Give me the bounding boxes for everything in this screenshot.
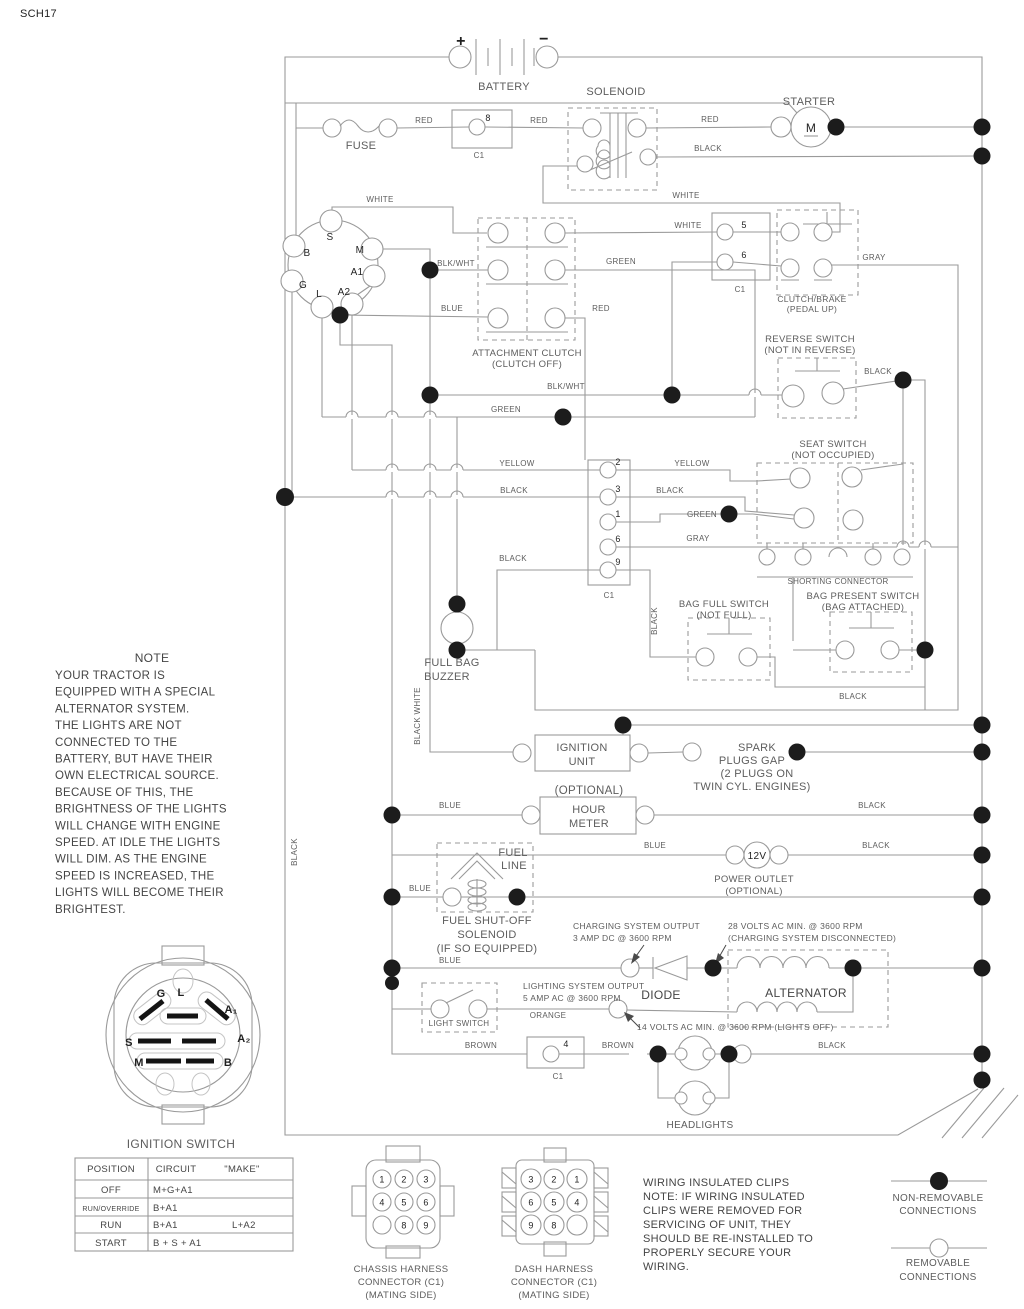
dash-connector-pin-num-5: 5 (551, 1197, 557, 1208)
table-position-0: OFF (101, 1185, 121, 1196)
table-position-3: START (95, 1238, 127, 1249)
dash-connector-pin-blank (567, 1215, 587, 1235)
alternator-label: ALTERNATOR (765, 986, 847, 1000)
wire-ignition-spark (648, 752, 683, 753)
fuel-shutoff-label-2: SOLENOID (457, 929, 517, 941)
reverse-switch-label-2: (NOT IN REVERSE) (764, 345, 856, 356)
volts28-note-1: 28 VOLTS AC MIN. @ 3600 RPM (728, 921, 863, 931)
pin5-num: 5 (741, 220, 747, 230)
wire-c1-solenoid (485, 127, 583, 128)
c1-mid-pin-1 (600, 514, 616, 530)
c1-mid-pin-6 (600, 539, 616, 555)
dash-conn-label-2: CONNECTOR (C1) (510, 1277, 598, 1288)
solenoid-label: SOLENOID (586, 86, 646, 98)
sheet-id: SCH17 (20, 8, 57, 20)
chassis-connector-pin-num-5: 5 (401, 1197, 407, 1208)
volts28-note-2: (CHARGING SYSTEM DISCONNECTED) (728, 933, 897, 943)
non-removable-connection-icon (930, 1172, 948, 1190)
charging-note-1: CHARGING SYSTEM OUTPUT (573, 921, 701, 931)
clutch-brake-label-1: CLUTCH/BRAKE (777, 294, 847, 304)
wire-blue-4: BLUE (643, 841, 667, 850)
dash-conn-label-1: DASH HARNESS (514, 1264, 594, 1275)
fuse-label: FUSE (345, 140, 377, 152)
wire-black-1: BLACK (694, 144, 722, 153)
chassis-connector-pin-num-9: 9 (423, 1220, 429, 1231)
c1-mid-pin-num-2: 2 (615, 457, 621, 467)
removable-connection-icon (930, 1239, 948, 1257)
bag-full-label-1: BAG FULL SWITCH (678, 599, 770, 610)
ignition-switch-schematic (281, 210, 385, 318)
note-line-12: SPEED IS INCREASED, THE (55, 870, 215, 883)
chassis-connector-pin-num-6: 6 (423, 1197, 429, 1208)
seat-switch-label-2: (NOT OCCUPIED) (791, 450, 875, 461)
key-b: B (223, 1057, 233, 1069)
spark-label-4: TWIN CYL. ENGINES) (693, 781, 811, 793)
c1-mid-pin-num-3: 3 (615, 484, 621, 494)
wire-fuse-feed (296, 103, 323, 128)
clutch-brake-label-2: (PEDAL UP) (786, 304, 838, 314)
clips-note-line-4: SHOULD BE RE-INSTALLED TO (643, 1233, 814, 1245)
legend-nonremovable-2: CONNECTIONS (899, 1206, 977, 1217)
c1-mid-label: C1 (603, 591, 615, 600)
ign-term-b: B (303, 248, 311, 259)
bag-present-switch (830, 612, 912, 672)
wire-black-8: BLACK (858, 801, 886, 810)
power-outlet-label-2: (OPTIONAL) (725, 886, 783, 897)
spark-label-1: SPARK (738, 742, 776, 754)
clips-note-line-1: NOTE: IF WIRING INSULATED (643, 1191, 805, 1203)
wire-red-2: RED (530, 116, 548, 125)
ignition-unit-label-1: IGNITION (556, 742, 608, 754)
power-outlet-label-1: POWER OUTLET (714, 874, 794, 885)
wire-yellow-2: YELLOW (674, 459, 710, 468)
full-bag-buzzer-label-1: FULL BAG (424, 657, 480, 669)
chassis-conn-label-2: CONNECTOR (C1) (357, 1277, 445, 1288)
wire-blue-3: BLUE (408, 884, 432, 893)
note-line-8: BRIGHTNESS OF THE LIGHTS (55, 803, 227, 816)
legend-nonremovable-1: NON-REMOVABLE (892, 1193, 984, 1204)
table-make-2: L+A2 (232, 1220, 256, 1231)
wire-black-7: BLACK (839, 692, 867, 701)
headlights (675, 1036, 751, 1115)
clips-note-line-6: WIRING. (643, 1261, 690, 1273)
reverse-switch-label-1: REVERSE SWITCH (765, 334, 855, 345)
hour-meter-label-1: HOUR (572, 804, 606, 816)
c1-mid-pin-num-1: 1 (615, 509, 621, 519)
wire-gray-1: GRAY (862, 253, 886, 262)
wire-black-5: BLACK (499, 554, 527, 563)
table-header-make: "MAKE" (224, 1164, 260, 1175)
fuel-shutoff-label-3: (IF SO EQUIPPED) (436, 943, 538, 955)
battery-plus-sign: + (456, 33, 466, 50)
pin8-num: 8 (485, 113, 491, 123)
wire-fuse-c1 (397, 127, 469, 128)
ign-term-m: M (355, 245, 365, 256)
ign-term-s: S (326, 232, 334, 243)
wire-red-1: RED (415, 116, 433, 125)
ign-term-a1: A1 (350, 267, 364, 278)
wire-brown-2: BROWN (601, 1041, 635, 1050)
wire-black-3: BLACK (500, 486, 528, 495)
c1-mid-pin-9 (600, 562, 616, 578)
chassis-conn-label-3: (MATING SIDE) (365, 1290, 437, 1301)
dash-connector-pin-num-4: 4 (574, 1197, 580, 1208)
note-line-4: CONNECTED TO THE (55, 736, 178, 749)
wire-blue-clutch (340, 315, 488, 317)
starter-label: STARTER (782, 96, 836, 108)
table-circuit-0: M+G+A1 (153, 1185, 193, 1196)
note-line-3: THE LIGHTS ARE NOT (55, 720, 182, 733)
solenoid-terminal-out (628, 119, 646, 137)
diode-label: DIODE (641, 988, 681, 1002)
wire-white-3: WHITE (674, 221, 702, 230)
note-line-0: YOUR TRACTOR IS (55, 670, 166, 682)
fuel-shutoff-label-1: FUEL SHUT-OFF (442, 915, 532, 927)
spark-plug-terminal (683, 743, 701, 761)
key-m: M (134, 1057, 144, 1069)
wire-white-s (332, 207, 487, 233)
chassis-connector-pin-num-3: 3 (423, 1174, 429, 1185)
volts14-note: 14 VOLTS AC MIN. @ 3600 RPM (LIGHTS OFF) (637, 1022, 834, 1032)
headlights-label: HEADLIGHTS (666, 1120, 734, 1131)
note-title: NOTE (134, 651, 170, 665)
key-s: S (125, 1037, 133, 1049)
dash-connector-pin-num-3: 3 (528, 1174, 534, 1185)
reverse-switch (778, 358, 856, 418)
wire-black-pin9-buzzer (465, 570, 600, 650)
note-line-14: BRIGHTEST. (55, 903, 126, 916)
c1-pin8-label: C1 (473, 151, 485, 160)
attachment-clutch-switch (478, 218, 575, 340)
fuse (323, 119, 397, 137)
note-line-9: WILL CHANGE WITH ENGINE (55, 820, 221, 833)
key-l: L (177, 987, 185, 999)
wire-green-3: GREEN (687, 510, 717, 519)
diode (653, 956, 687, 980)
battery-minus-sign: − (539, 31, 549, 48)
bag-full-switch (688, 618, 770, 680)
battery-negative-terminal (536, 46, 558, 68)
wire-green-1: GREEN (606, 257, 636, 266)
chassis-conn-label-1: CHASSIS HARNESS (353, 1264, 449, 1275)
wire-blkwht-2: BLK/WHT (547, 382, 585, 391)
note-line-11: WILL DIM. AS THE ENGINE (55, 853, 207, 866)
table-circuit-3: B + S + A1 (153, 1238, 202, 1249)
dash-connector-pin-num-1: 1 (574, 1174, 580, 1185)
seat-switch-label-1: SEAT SWITCH (799, 439, 867, 450)
charging-note-2: 3 AMP DC @ 3600 RPM (573, 933, 672, 943)
wire-seat-link-right (861, 464, 903, 470)
note-line-7: BECAUSE OF THIS, THE (55, 786, 194, 799)
note-line-6: OWN ELECTRICAL SOURCE. (55, 770, 220, 783)
table-header-circuit: CIRCUIT (155, 1164, 197, 1175)
wire-blackwhite-v: BLACK WHITE (413, 687, 422, 745)
wire-red-3: RED (701, 115, 719, 124)
clips-note-line-5: PROPERLY SECURE YOUR (643, 1247, 792, 1259)
wire-yellow-row-right (616, 470, 791, 481)
hour-meter-label-2: METER (569, 818, 609, 830)
legend-removable-2: CONNECTIONS (899, 1272, 977, 1283)
wire-brown-1: BROWN (464, 1041, 498, 1050)
spark-label-2: PLUGS GAP (718, 755, 786, 767)
c1-pin4-label: C1 (552, 1072, 564, 1081)
ign-term-a2: A2 (337, 287, 351, 298)
table-header-position: POSITION (87, 1164, 135, 1175)
connector-c1-pin8 (452, 110, 512, 148)
connector-pins-layer (373, 462, 616, 1235)
wire-black-v1: BLACK (290, 838, 299, 866)
wire-yellow-1: YELLOW (499, 459, 535, 468)
dash-conn-label-3: (MATING SIDE) (518, 1290, 590, 1301)
note-line-2: ALTERNATOR SYSTEM. (55, 703, 190, 716)
fuel-line-label-1: FUEL (498, 847, 528, 859)
ignition-unit-label-2: UNIT (568, 756, 596, 768)
attachment-clutch-label-2: (CLUTCH OFF) (491, 359, 563, 370)
key-a1: A₁ (224, 1004, 238, 1016)
charging-output-terminal (621, 959, 639, 977)
dash-connector-pin-num-6: 6 (528, 1197, 534, 1208)
wire-black-2: BLACK (864, 367, 892, 376)
clips-note-line-2: CLIPS WERE REMOVED FOR (643, 1205, 803, 1217)
wire-solenoid-starter (646, 127, 771, 128)
dash-connector-pin-num-8: 8 (551, 1220, 557, 1231)
spark-label-3: (2 PLUGS ON (720, 768, 794, 780)
chassis-connector-pin-num-8: 8 (401, 1220, 407, 1231)
wire-blue-5: BLUE (438, 956, 462, 965)
wire-black-4: BLACK (656, 486, 684, 495)
table-position-1: RUN/OVERRIDE (82, 1206, 140, 1213)
power-12v: 12V (747, 851, 767, 862)
dash-connector-pin-num-2: 2 (551, 1174, 557, 1185)
solenoid-terminal-in (583, 119, 601, 137)
wire-ignition-top (623, 725, 982, 735)
battery-label: BATTERY (478, 81, 530, 93)
chassis-connector-pin-num-1: 1 (379, 1174, 385, 1185)
wire-white-2: WHITE (672, 191, 700, 200)
bag-present-label-2: (BAG ATTACHED) (821, 602, 905, 613)
c1-mid-pin-2 (600, 462, 616, 478)
dash-connector-pin-num-9: 9 (528, 1220, 534, 1231)
full-bag-buzzer (441, 612, 473, 644)
bag-present-label-1: BAG PRESENT SWITCH (806, 591, 920, 602)
chassis-connector-pin-num-4: 4 (379, 1197, 385, 1208)
key-a2: A₂ (237, 1033, 251, 1045)
c1-pin56-label: C1 (734, 285, 746, 294)
lighting-note-1: LIGHTING SYSTEM OUTPUT (523, 981, 645, 991)
starter-m: M (805, 121, 817, 135)
fuel-line-label-2: LINE (501, 860, 527, 872)
note-line-1: EQUIPPED WITH A SPECIAL (55, 686, 216, 699)
wire-blue-2: BLUE (438, 801, 462, 810)
wire-orange: ORANGE (529, 1011, 567, 1020)
ignition-switch-label: IGNITION SWITCH (126, 1137, 236, 1151)
note-line-10: SPEED. AT IDLE THE LIGHTS (55, 837, 221, 849)
note-line-13: LIGHTS WILL BECOME THEIR (55, 887, 224, 900)
bag-full-label-2: (NOT FULL) (696, 610, 752, 621)
wire-blkwht-1: BLK/WHT (437, 259, 475, 268)
key-contact-bars (138, 1000, 228, 1061)
wire-reverse-black (843, 380, 903, 389)
table-position-2: RUN (100, 1220, 122, 1231)
starter-motor (771, 107, 831, 147)
pin6-num: 6 (741, 250, 747, 260)
light-switch-label: LIGHT SWITCH (428, 1019, 490, 1028)
legend-removable-1: REMOVABLE (905, 1258, 971, 1269)
lighting-note-2: 5 AMP AC @ 3600 RPM (523, 993, 621, 1003)
table-circuit-1: B+A1 (153, 1203, 178, 1214)
wire-gray-2: GRAY (686, 534, 710, 543)
attachment-clutch-label-1: ATTACHMENT CLUTCH (472, 348, 582, 359)
wire-green-2: GREEN (491, 405, 521, 414)
ign-term-g: G (298, 280, 308, 291)
pin4-num: 4 (563, 1039, 569, 1049)
ground-symbol (942, 1088, 1018, 1138)
wire-pin6-clutchbrake (733, 262, 781, 266)
wire-black-9: BLACK (862, 841, 890, 850)
wire-white-1: WHITE (366, 195, 394, 204)
hour-meter-optional: (OPTIONAL) (554, 785, 624, 797)
clips-note-line-3: SERVICING OF UNIT, THEY (643, 1219, 792, 1231)
wire-lighting-out (627, 1010, 737, 1012)
clips-note-line-0: WIRING INSULATED CLIPS (643, 1177, 790, 1189)
solenoid (568, 108, 657, 190)
wire-black-10: BLACK (818, 1041, 846, 1050)
wire-white-run2 (565, 232, 717, 233)
shorting-connector-label: SHORTING CONNECTOR (787, 577, 889, 586)
full-bag-buzzer-label-2: BUZZER (424, 671, 470, 683)
c1-mid-pin-num-9: 9 (615, 557, 621, 567)
wire-hops (346, 389, 931, 549)
note-line-5: BATTERY, BUT HAVE THEIR (55, 753, 213, 766)
clutch-brake-switch (777, 210, 858, 295)
wire-blue-1: BLUE (440, 304, 464, 313)
wire-black-6: BLACK (650, 607, 659, 635)
wire-black-row (656, 156, 982, 157)
table-circuit-2: B+A1 (153, 1220, 178, 1231)
key-g: G (156, 988, 166, 1000)
wire-pin6-down (672, 262, 717, 395)
chassis-connector-pin-blank (373, 1216, 391, 1234)
connector-c1-pin4 (527, 1037, 584, 1068)
ign-term-l: L (316, 289, 322, 300)
chassis-connector-pin-num-2: 2 (401, 1174, 407, 1185)
c1-mid-pin-3 (600, 489, 616, 505)
c1-mid-pin-num-6: 6 (615, 534, 621, 544)
wire-red-4: RED (592, 304, 610, 313)
